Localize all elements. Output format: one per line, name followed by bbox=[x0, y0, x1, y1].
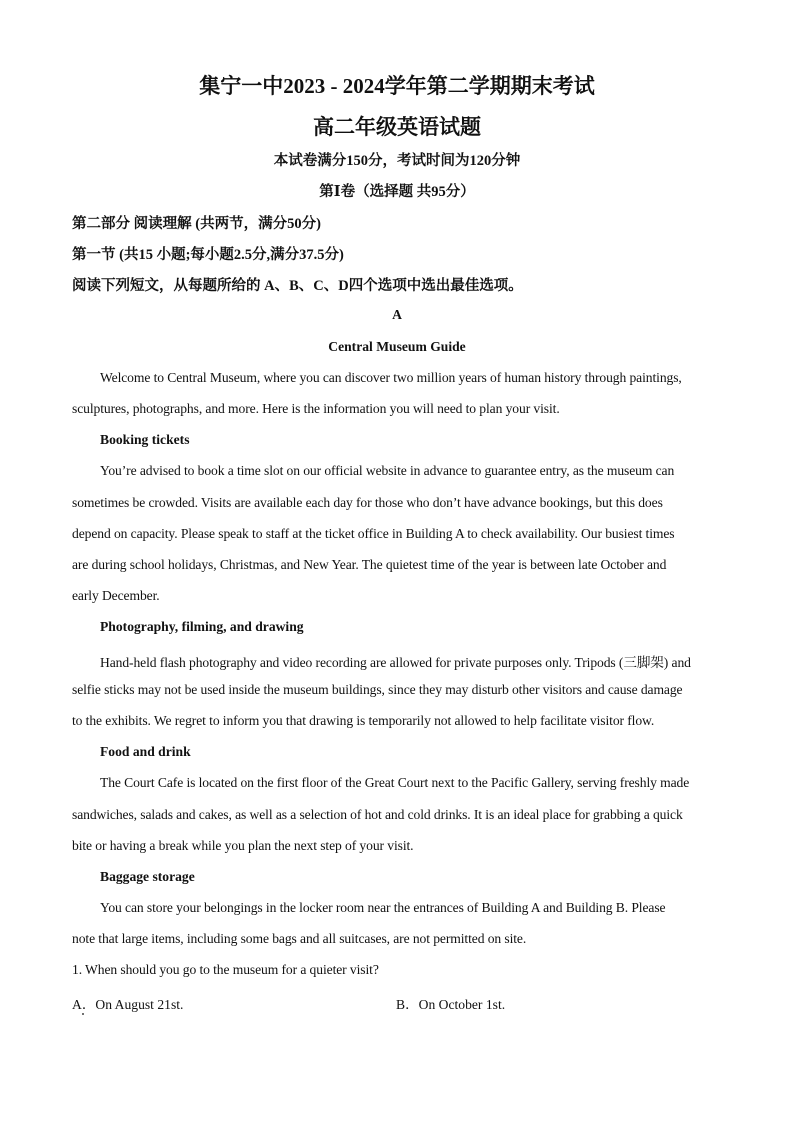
baggage-line: You can store your belongings in the locker room near the entrances of Building A and Building B. Please bbox=[100, 900, 666, 915]
instruction-text: 阅读下列短文，从每题所给的 A、B、C、D四个选项中选出最佳选项。 bbox=[72, 278, 523, 294]
baggage-heading: Baggage storage bbox=[100, 869, 195, 884]
intro-line: Welcome to Central Museum, where you can discover two million years of human history through paintings, bbox=[100, 370, 682, 385]
part-heading: 第二部分 阅读理解 (共两节，满分50分) bbox=[72, 216, 321, 232]
baggage-line: note that large items, including some bags and all suitcases, are not permitted on site. bbox=[72, 931, 527, 946]
booking-line: are during school holidays, Christmas, and New Year. The quietest time of the year is between late October and bbox=[72, 557, 667, 572]
food-line: sandwiches, salads and cakes, as well as a selection of hot and cold drinks. It is an ideal place for grabbing a quick bbox=[72, 807, 683, 822]
passage-label: A bbox=[392, 307, 402, 322]
subsection-heading: 第一节 (共15 小题;每小题2.5分,满分37.5分) bbox=[72, 247, 344, 263]
food-line: The Court Cafe is located on the first floor of the Great Court next to the Pacific Gallery, serving freshly made bbox=[100, 775, 690, 790]
volume-title: 第Ⅰ卷（选择题 共95分） bbox=[319, 184, 475, 200]
photo-heading: Photography, filming, and drawing bbox=[100, 619, 304, 634]
booking-line: You’re advised to book a time slot on our official website in advance to guarantee entry, as the museum can bbox=[100, 463, 675, 478]
exam-info: 本试卷满分150分，考试时间为120分钟 bbox=[273, 153, 521, 169]
question-stem: 1. When should you go to the museum for a quieter visit? bbox=[72, 962, 379, 977]
exam-subtitle: 高二年级英语试题 bbox=[313, 115, 481, 139]
photo-line: selfie sticks may not be used inside the museum buildings, since they may disturb other visitors and cause damage bbox=[72, 682, 683, 697]
booking-line: sometimes be crowded. Visits are available each day for those who don’t have advance bookings, but this does bbox=[72, 495, 663, 510]
option-a[interactable]: A．On August 21st. bbox=[72, 997, 184, 1012]
passage-title: Central Museum Guide bbox=[328, 339, 466, 354]
exam-title: 集宁一中2023 - 2024学年第二学期期末考试 bbox=[199, 74, 595, 98]
photo-line: to the exhibits. We regret to inform you that drawing is temporarily not allowed to help facilitate visitor flow. bbox=[72, 713, 655, 728]
food-heading: Food and drink bbox=[100, 744, 191, 759]
booking-heading: Booking tickets bbox=[100, 432, 190, 447]
booking-line: early December. bbox=[72, 588, 160, 603]
photo-line: Hand-held flash photography and video recording are allowed for private purposes only. Tripods (三脚架) and bbox=[100, 655, 691, 670]
intro-line: sculptures, photographs, and more. Here is the information you will need to plan your visit. bbox=[72, 401, 560, 416]
stray-mark bbox=[82, 1013, 84, 1015]
booking-line: depend on capacity. Please speak to staff at the ticket office in Building A to check availability. Our busiest times bbox=[72, 526, 675, 541]
food-line: bite or having a break while you plan the next step of your visit. bbox=[72, 838, 414, 853]
option-b[interactable]: B．On October 1st. bbox=[396, 997, 506, 1012]
